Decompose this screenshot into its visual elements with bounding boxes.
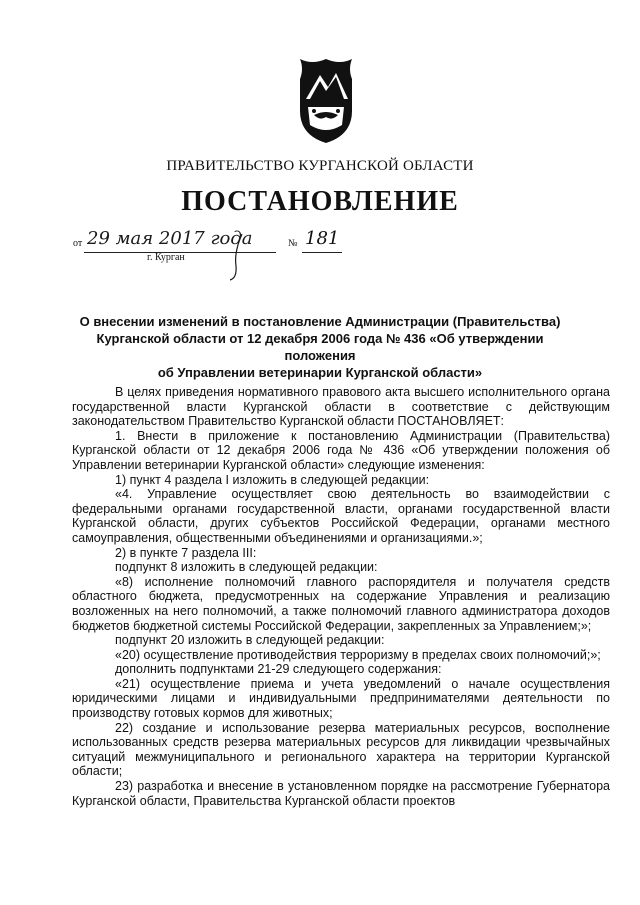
body-paragraph: 1. Внести в приложение к постановлению Администрации (Правительства) Курганской области от 12 декабря 2006 года № 436 «Об утверждении положения об Управлении ветеринарии Курганской области» следующие изменения: — [72, 428, 610, 472]
number-underline — [302, 252, 342, 253]
date-from-label: от — [73, 238, 83, 249]
document-body — [72, 385, 610, 808]
government-name: ПРАВИТЕЛЬСТВО КУРГАНСКОЙ ОБЛАСТИ — [166, 158, 474, 174]
heading-line-2: Курганской области от 12 декабря 2006 года № 436 «Об утверждении положения — [96, 331, 544, 363]
body-paragraph: 1) пункт 4 раздела I изложить в следующей редакции: — [115, 472, 430, 487]
body-paragraph: «21) осуществление приема и учета уведомлений о начале осуществления юридическими лицами и индивидуальными предпринимателями деятельности по производству готовых кормов для животных; — [72, 676, 610, 721]
body-paragraph: подпункт 20 изложить в следующей редакции: — [115, 633, 385, 648]
body-paragraph: «4. Управление осуществляет свою деятельность во взаимодействии с федеральными органами государственной власти, органами государственной власти Курганской области, других субъектов Российской Федерации, органами местного самоуправления, общественными объединениями и организациями.»; — [72, 487, 610, 545]
document-type-title: ПОСТАНОВЛЕНИЕ — [181, 186, 459, 217]
heading-line-3: об Управлении ветеринарии Курганской области» — [157, 365, 483, 380]
body-paragraph: дополнить подпунктами 21-29 следующего содержания: — [115, 662, 442, 677]
body-paragraph: 2) в пункте 7 раздела III: — [115, 545, 257, 560]
city-label: г. Курган — [147, 252, 185, 263]
heading-line-1: О внесении изменений в постановление Администрации (Правительства) — [79, 314, 561, 329]
coat-of-arms-emblem — [296, 55, 356, 145]
pen-stroke-mark — [222, 232, 262, 282]
handwritten-date: 29 мая 2017 года — [87, 228, 253, 249]
body-paragraph: В целях приведения нормативного правового акта высшего исполнительного органа государственной власти Курганской области в соответствие с действующим законодательством Правительство Курганской области ПОСТАНОВЛЯЕТ: — [72, 385, 610, 429]
handwritten-number: 181 — [305, 228, 340, 249]
body-paragraph: «8) исполнение полномочий главного распорядителя и получателя средств областного бюджета, предусмотренных на содержание Управления и реализацию возложенных на него полномочий, а также полномочий главного администратора доходов бюджетов бюджетной системы Российской Федерации, закрепленных за Управлением;»; — [72, 574, 610, 633]
body-paragraph: 22) создание и использование резерва материальных ресурсов, восполнение использованных средств резерва материальных ресурсов для ликвидации чрезвычайных ситуаций межмуниципального и регионального характера на территории Курганской области; — [72, 720, 610, 779]
body-paragraph: 23) разработка и внесение в установленном порядке на рассмотрение Губернатора Курганской области, Правительства Курганской области проектов — [72, 779, 610, 808]
body-paragraph: «20) осуществление противодействия терроризму в пределах своих полномочий;»; — [115, 647, 601, 662]
number-label: № — [288, 238, 298, 249]
document-heading — [70, 313, 570, 381]
body-paragraph: подпункт 8 изложить в следующей редакции: — [115, 560, 378, 575]
